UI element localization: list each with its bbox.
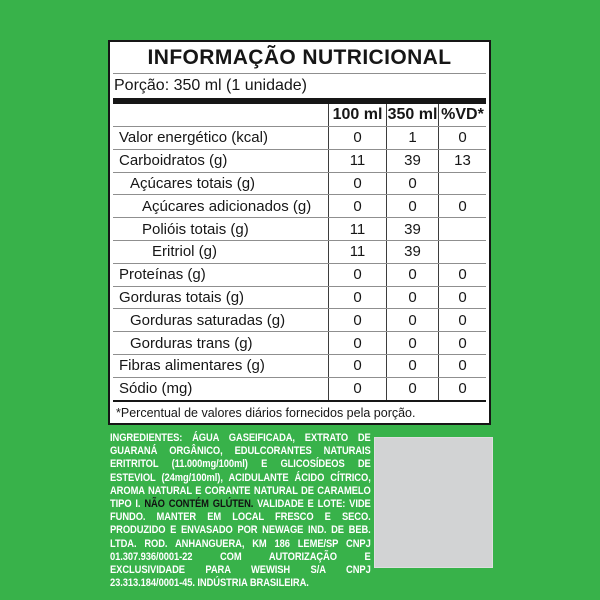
serving-size-text: Porção: 350 ml (1 unidade) <box>114 77 307 94</box>
row-value-100ml: 0 <box>328 127 386 149</box>
row-label: Carboidratos (g) <box>119 152 228 170</box>
row-value-100ml: 11 <box>328 150 386 172</box>
daily-value-footnote: *Percentual de valores diários fornecidos pela porção. <box>113 400 486 420</box>
row-value-vd: 0 <box>438 332 486 354</box>
row-value-350ml: 0 <box>386 195 438 217</box>
row-value-100ml: 0 <box>328 264 386 286</box>
row-label: Eritriol (g) <box>152 243 218 261</box>
table-row <box>113 217 486 240</box>
row-value-vd: 0 <box>438 309 486 331</box>
table-row <box>113 149 486 172</box>
row-value-vd <box>438 218 486 240</box>
table-row <box>113 240 486 263</box>
row-value-vd: 0 <box>438 264 486 286</box>
table-row <box>113 377 486 400</box>
row-label: Sódio (mg) <box>119 380 193 398</box>
nutrition-facts-card <box>108 40 491 425</box>
row-value-100ml: 11 <box>328 241 386 263</box>
row-value-vd: 0 <box>438 127 486 149</box>
row-value-100ml: 11 <box>328 218 386 240</box>
row-label: Gorduras saturadas (g) <box>130 311 286 329</box>
ingredients-text: INGREDIENTES: ÁGUA GASEIFICADA, EXTRATO DE GUARANÁ ORGÂNICO, EDULCORANTES NATURAIS ERITRITOL (11.000mg/100ml) E GLICOSÍDEOS DE ESTEVIOL (24mg/100ml), ACIDULANTE ÁCIDO CÍTRICO, AROMA NATURAL E CORANTE NATURAL DE CARAMELO TIPO I. <box>110 432 371 511</box>
table-row <box>113 308 486 331</box>
row-label: Proteínas (g) <box>119 266 206 284</box>
table-row <box>113 354 486 377</box>
row-label: Açúcares totais (g) <box>130 174 256 192</box>
row-value-vd: 13 <box>438 150 486 172</box>
row-label: Gorduras trans (g) <box>130 334 253 352</box>
row-value-350ml: 0 <box>386 264 438 286</box>
header-col-100ml: 100 ml <box>328 104 386 126</box>
table-row <box>113 172 486 195</box>
row-label: Polióis totais (g) <box>142 220 249 238</box>
header-col-vd: %VD* <box>438 104 486 126</box>
row-value-100ml: 0 <box>328 173 386 195</box>
row-value-350ml: 39 <box>386 150 438 172</box>
table-row <box>113 126 486 149</box>
table-header-row <box>113 104 486 126</box>
row-value-vd: 0 <box>438 195 486 217</box>
legal-manufacturer-text: VALIDADE E LOTE: VIDE FUNDO. MANTER EM LOCAL FRESCO E SECO. PRODUZIDO E ENVASADO POR NEWAGE IND. DE BEB. LTDA. ROD. ANHANGUERA, KM 186 LEME/SP CNPJ 01.307.936/0001-22 COM AUTORIZAÇÃO E EXCLUSIVIDADE PARA WEWISH S/A CNPJ 23.313.184/0001-45. INDÚSTRIA BRASILEIRA. <box>110 498 371 590</box>
table-row <box>113 286 486 309</box>
row-value-100ml: 0 <box>328 332 386 354</box>
row-value-100ml: 0 <box>328 195 386 217</box>
table-row <box>113 263 486 286</box>
row-value-350ml: 0 <box>386 332 438 354</box>
table-row <box>113 194 486 217</box>
gray-placeholder-box <box>374 437 493 568</box>
row-value-350ml: 0 <box>386 173 438 195</box>
row-value-350ml: 0 <box>386 355 438 377</box>
row-value-350ml: 39 <box>386 218 438 240</box>
row-value-vd: 0 <box>438 287 486 309</box>
row-value-350ml: 1 <box>386 127 438 149</box>
row-value-vd <box>438 173 486 195</box>
table-row <box>113 331 486 354</box>
row-value-100ml: 0 <box>328 355 386 377</box>
nutrition-table-title: INFORMAÇÃO NUTRICIONAL <box>147 45 452 69</box>
row-value-350ml: 39 <box>386 241 438 263</box>
ingredients-paragraph <box>110 432 371 590</box>
gluten-free-claim: NÃO CONTÉM GLÚTEN. <box>144 498 254 511</box>
row-value-350ml: 0 <box>386 378 438 400</box>
row-label: Açúcares adicionados (g) <box>142 197 312 215</box>
row-label: Gorduras totais (g) <box>119 288 245 306</box>
row-value-vd: 0 <box>438 355 486 377</box>
nutrition-rows <box>113 126 486 400</box>
row-value-350ml: 0 <box>386 309 438 331</box>
row-value-vd <box>438 241 486 263</box>
header-empty-cell <box>113 104 328 126</box>
row-value-100ml: 0 <box>328 287 386 309</box>
header-col-350ml: 350 ml <box>386 104 438 126</box>
row-value-vd: 0 <box>438 378 486 400</box>
row-value-100ml: 0 <box>328 378 386 400</box>
row-value-100ml: 0 <box>328 309 386 331</box>
row-label: Valor energético (kcal) <box>119 129 268 147</box>
nutrition-table <box>113 104 486 400</box>
row-label: Fibras alimentares (g) <box>119 357 265 375</box>
row-value-350ml: 0 <box>386 287 438 309</box>
